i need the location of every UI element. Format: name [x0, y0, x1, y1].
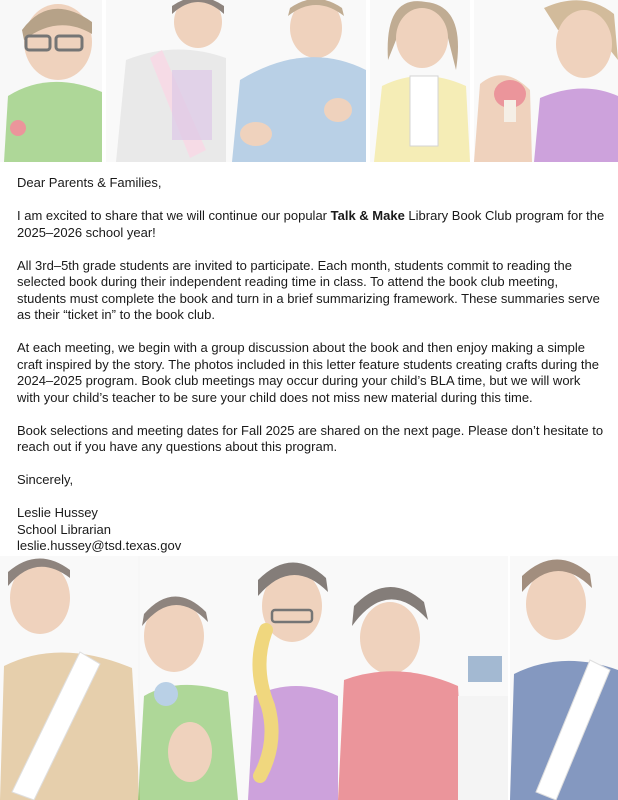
photo-student-blue-hoodie [226, 0, 366, 162]
top-photo-strip [0, 0, 618, 162]
intro-paragraph [17, 208, 607, 241]
photo-student-craft-figure [138, 556, 238, 800]
dates-paragraph: Book selections and meeting dates for Fall 2025 are shared on the next page. Please don’t hesitate to reach out if you have any questions about this program. [17, 422, 604, 454]
bottom-photo-strip [0, 556, 618, 800]
photo-student-green-hoodie [0, 0, 102, 162]
photo-student-pink-jacket [338, 556, 508, 800]
photo-student-blue-shirt [510, 556, 618, 800]
intro-after: Library Book Club program for the 2025–2026 school year! [17, 208, 605, 240]
signature-name: Leslie Hussey [17, 505, 98, 520]
meetings-paragraph: At each meeting, we begin with a group discussion about the book and then enjoy making a simple craft inspired by the story. The photos included in this letter feature students creating crafts during the 2024–2025 program. Book club meetings may occur during your child’s BLA time, but we will work with your child’s teacher to be sure your child does not miss new material during this time. [17, 340, 599, 405]
program-name: Talk & Make [330, 208, 405, 223]
participation-paragraph: All 3rd–5th grade students are invited to participate. Each month, students commit to reading the selected book during their independent reading time in class. To attend the book club meeting, students must complete the book and turn in a brief summarizing framework. These summaries serve as their “ticket in” to the book club. [17, 257, 600, 322]
photo-student-tan-shirt [0, 556, 140, 800]
signature-title: School Librarian [17, 521, 111, 537]
letter-body [17, 175, 607, 555]
signature-email: leslie.hussey@tsd.texas.gov [17, 538, 182, 553]
closing: Sincerely, [17, 472, 74, 487]
photo-student-purple-shirt [474, 0, 618, 162]
intro-before: I am excited to share that we will continue our popular [17, 208, 331, 223]
photo-student-yellow-craft [238, 556, 338, 800]
greeting: Dear Parents & Families, [17, 175, 162, 190]
photo-student-yellow-shirt [370, 0, 470, 162]
photo-student-sash [106, 0, 226, 162]
